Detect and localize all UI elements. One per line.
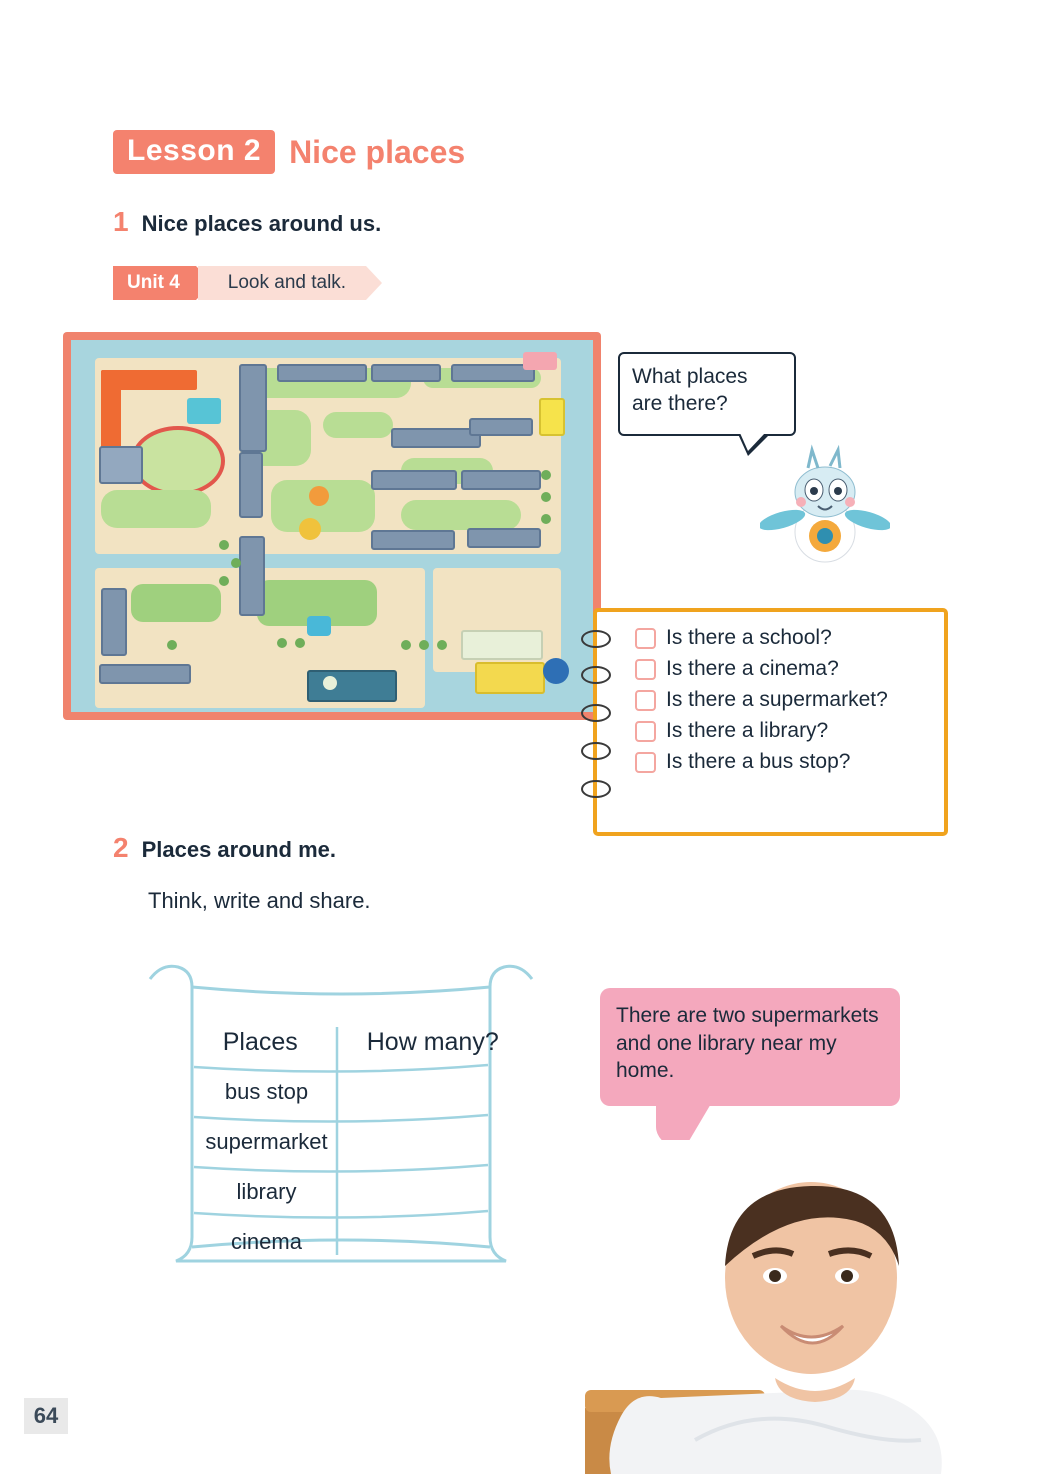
page-number: 64 — [24, 1398, 68, 1434]
task-2-subtitle: Think, write and share. — [148, 888, 371, 913]
robot-speech-bubble: What places are there? — [618, 352, 796, 436]
row-label: cinema — [231, 1229, 302, 1254]
list-item[interactable] — [635, 719, 934, 743]
town-map-illustration — [63, 332, 601, 720]
question-text: Is there a cinema? — [666, 657, 839, 680]
column-header-places: Places — [222, 1027, 298, 1056]
boy-photo — [575, 1140, 1043, 1474]
row-label: bus stop — [224, 1079, 309, 1104]
lesson-tag: Lesson 2 — [113, 130, 275, 174]
table-row[interactable] — [174, 1067, 519, 1117]
question-text: Is there a library? — [666, 719, 829, 742]
checkbox[interactable] — [635, 721, 656, 742]
table-row[interactable] — [174, 1117, 519, 1167]
lesson-header — [113, 130, 465, 174]
checkbox[interactable] — [635, 690, 656, 711]
task-2-heading — [113, 832, 336, 864]
table-row[interactable] — [174, 1217, 519, 1267]
task-1-number: 1 — [113, 206, 129, 237]
task-1-title: Nice places around us. — [141, 211, 382, 236]
checkbox[interactable] — [635, 659, 656, 680]
robot-character — [760, 440, 890, 570]
question-notebook — [593, 608, 948, 836]
row-label: library — [236, 1179, 297, 1204]
worksheet-scroll — [132, 955, 562, 1275]
list-item[interactable] — [635, 626, 934, 650]
places-table — [174, 1017, 519, 1267]
boy-speech-bubble: There are two supermarkets and one library near my home. — [600, 988, 900, 1106]
map-canvas — [71, 340, 593, 712]
table-header-row — [174, 1017, 519, 1067]
row-label: supermarket — [205, 1129, 328, 1154]
question-text: Is there a supermarket? — [666, 688, 888, 711]
list-item[interactable] — [635, 750, 934, 774]
page-title: Nice places — [289, 133, 466, 170]
question-text: Is there a school? — [666, 626, 832, 649]
column-header-howmany: How many? — [366, 1027, 499, 1056]
checkbox[interactable] — [635, 628, 656, 649]
list-item[interactable] — [635, 657, 934, 681]
ribbon-unit-label: Unit 4 — [113, 266, 196, 300]
task-2-title: Places around me. — [141, 837, 336, 862]
table-row[interactable] — [174, 1167, 519, 1217]
question-text: Is there a bus stop? — [666, 750, 851, 773]
task-2-number: 2 — [113, 832, 129, 863]
task-1-heading — [113, 206, 381, 238]
activity-ribbon — [113, 266, 366, 300]
ribbon-activity-label: Look and talk. — [198, 266, 366, 300]
checkbox[interactable] — [635, 752, 656, 773]
list-item[interactable] — [635, 688, 934, 712]
